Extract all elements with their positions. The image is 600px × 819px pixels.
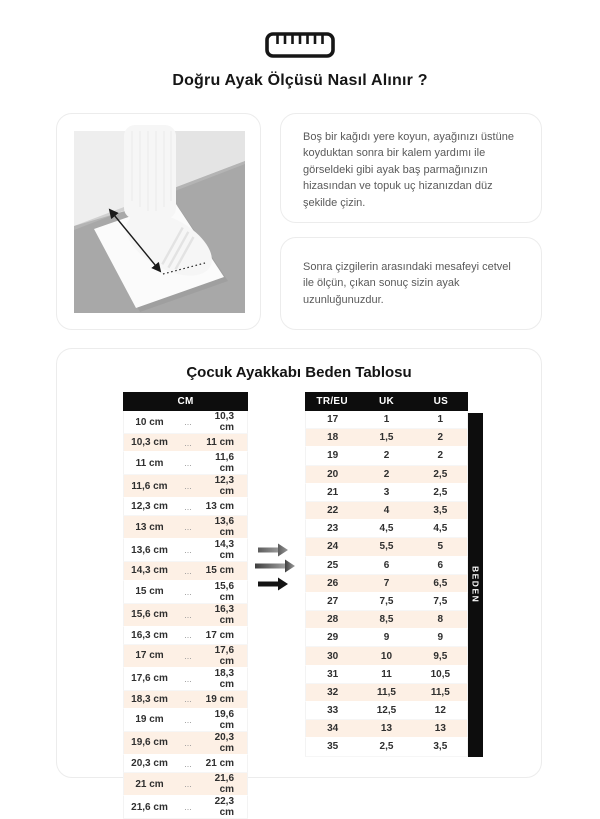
intl-size-table-row: 33 12,5 12: [305, 702, 468, 720]
intl-size-table-row: 25 6 6: [305, 557, 468, 575]
cm-table-row: 21 cm ... 21,6 cm: [123, 773, 248, 796]
cm-table-row: 15,6 cm ... 16,3 cm: [123, 604, 248, 627]
conversion-arrows-icon: [254, 539, 304, 593]
intl-size-table-row: 17 1 1: [305, 411, 468, 429]
intl-size-table-row: 27 7,5 7,5: [305, 593, 468, 611]
cm-table-row: 21,6 cm ... 22,3 cm: [123, 796, 248, 819]
cm-table-row: 13 cm ... 13,6 cm: [123, 516, 248, 539]
cm-table-row: 18,3 cm ... 19 cm: [123, 691, 248, 709]
intl-size-table-row: 32 11,5 11,5: [305, 684, 468, 702]
instruction-card-2: [280, 237, 542, 330]
intl-size-table-row: 30 10 9,5: [305, 647, 468, 665]
intl-size-table-row: 18 1,5 2: [305, 429, 468, 447]
cm-table-body: [123, 411, 248, 819]
intl-size-table-row: 34 13 13: [305, 720, 468, 738]
cm-table-row: 12,3 cm ... 13 cm: [123, 498, 248, 516]
page-title: Doğru Ayak Ölçüsü Nasıl Alınır ?: [172, 72, 428, 89]
cm-table-row: 16,3 cm ... 17 cm: [123, 627, 248, 645]
beden-label: BEDEN: [470, 566, 481, 604]
size-table-card: [56, 348, 542, 819]
cm-table-row: 14,3 cm ... 15 cm: [123, 562, 248, 580]
cm-table-row: 17,6 cm ... 18,3 cm: [123, 668, 248, 691]
intl-size-table-row: 26 7 6,5: [305, 575, 468, 593]
foot-measure-image-card: [56, 113, 261, 330]
ruler-icon: [0, 32, 600, 63]
cm-table-row: 13,6 cm ... 14,3 cm: [123, 539, 248, 562]
cm-table-row: 20,3 cm ... 21 cm: [123, 755, 248, 773]
intl-size-table: [305, 392, 468, 757]
cm-table-header: CM: [123, 392, 248, 411]
intl-size-table-row: 24 5,5 5: [305, 538, 468, 556]
beden-vertical-bar: [468, 413, 483, 757]
intl-size-table-row: 22 4 3,5: [305, 502, 468, 520]
intl-size-table-row: 31 11 10,5: [305, 666, 468, 684]
intl-size-table-body: [305, 411, 468, 757]
cm-table-row: 10 cm ... 10,3 cm: [123, 411, 248, 434]
cm-table-row: 11,6 cm ... 12,3 cm: [123, 475, 248, 498]
cm-table-row: 11 cm ... 11,6 cm: [123, 452, 248, 475]
intl-size-table-row: 20 2 2,5: [305, 466, 468, 484]
cm-table-row: 19,6 cm ... 20,3 cm: [123, 732, 248, 755]
intl-size-table-row: 21 3 2,5: [305, 484, 468, 502]
foot-measure-photo: [74, 131, 243, 312]
intl-size-table-row: 28 8,5 8: [305, 611, 468, 629]
col-header-uk: UK: [359, 392, 413, 411]
cm-table-row: 19 cm ... 19,6 cm: [123, 709, 248, 732]
instruction-card-1: [280, 113, 542, 223]
instruction-step-1: Boş bir kağıdı yere koyun, ayağınızı üstüne koyduktan sonra bir kalem yardımı ile görseldeki gibi ayak baş parmağınızın hizasından ve topuk uç hizanızdan düz şekilde çizin.: [303, 131, 514, 209]
intl-size-table-row: 19 2 2: [305, 447, 468, 465]
cm-table-row: 17 cm ... 17,6 cm: [123, 645, 248, 668]
cm-table-row: 10,3 cm ... 11 cm: [123, 434, 248, 452]
size-table-title: Çocuk Ayakkabı Beden Tablosu: [186, 364, 412, 381]
col-header-us: US: [414, 392, 468, 411]
cm-table-row: 15 cm ... 15,6 cm: [123, 581, 248, 604]
intl-size-table-row: 23 4,5 4,5: [305, 520, 468, 538]
intl-size-table-row: 35 2,5 3,5: [305, 738, 468, 756]
col-header-treu: TR/EU: [305, 392, 359, 411]
instruction-step-2: Sonra çizgilerin arasındaki mesafeyi cetvel ile ölçün, çıkan sonuç sizin ayak uzunluğunuzdur.: [303, 260, 511, 306]
intl-size-table-row: 29 9 9: [305, 629, 468, 647]
cm-table: [123, 392, 248, 819]
